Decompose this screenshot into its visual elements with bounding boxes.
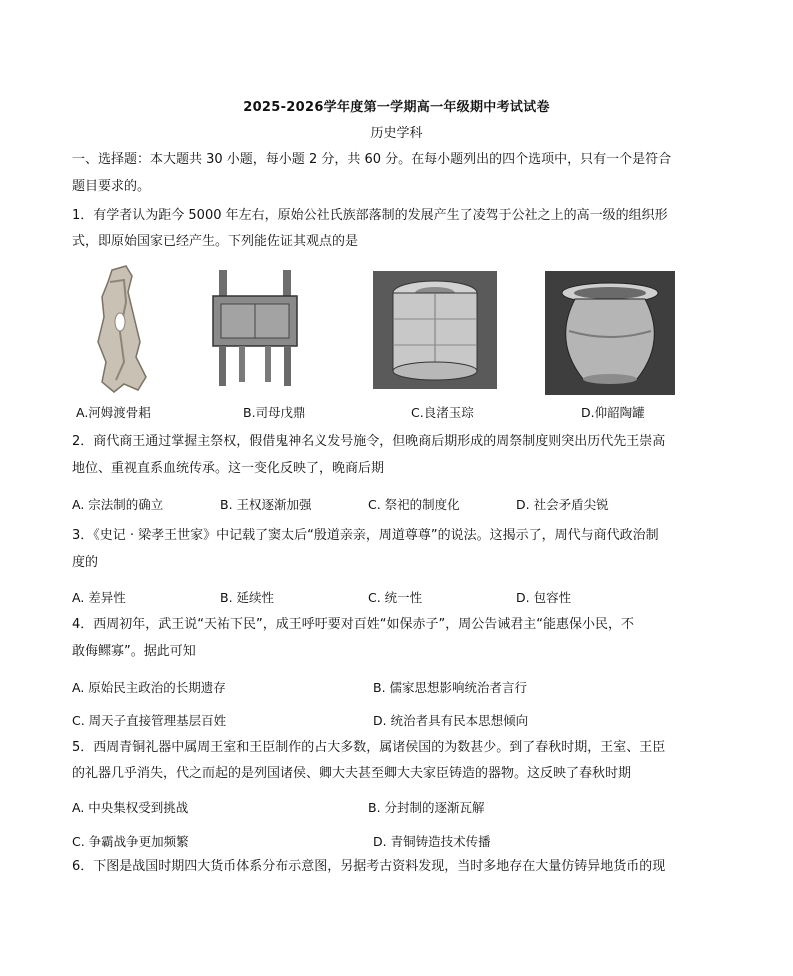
q2-option-a: A. 宗法制的确立 (72, 497, 164, 512)
q5-option-a: A. 中央集权受到挑战 (72, 800, 189, 815)
q2-stem-line1: 2．商代商王通过掌握主祭权，假借鬼神名义发号施令，但晚商后期形成的周祭制度则突出历代先王崇高 (72, 434, 666, 449)
q3-option-c: C. 统一性 (368, 590, 423, 605)
jade-cong-image (373, 271, 497, 389)
q3-option-b: B. 延续性 (220, 590, 275, 605)
q1-caption-b: B.司母戊鼎 (243, 405, 306, 420)
q4-option-d: D. 统治者具有民本思想倾向 (373, 713, 529, 728)
q5-option-c: C. 争霸战争更加频繁 (72, 834, 189, 849)
q4-stem-line1: 4．西周初年，武王说“天祐下民”，成王呼吁要对百姓“如保赤子”，周公告诫君主“能惠保小民，不 (72, 617, 634, 632)
q1-caption-d: D.仰韶陶罐 (581, 405, 645, 420)
q2-option-d: D. 社会矛盾尖锐 (516, 497, 609, 512)
q2-stem-line2: 地位、重视直系血统传承。这一变化反映了，晚商后期 (72, 461, 385, 476)
q3-stem-line2: 度的 (72, 555, 99, 570)
q3-stem-line1: 3．《史记 · 梁孝王世家》中记载了窦太后“殷道亲亲，周道尊尊”的说法。这揭示了，周代与商代政治制 (72, 528, 659, 543)
q2-option-b: B. 王权逐渐加强 (220, 497, 312, 512)
q1-stem-line1: 1．有学者认为距今 5000 年左右，原始公社氏族部落制的发展产生了凌驾于公社之上的高一级的组织形 (72, 208, 668, 223)
section-instructions-line2: 题目要求的。 (72, 179, 151, 194)
q4-option-b: B. 儒家思想影响统治者言行 (373, 680, 528, 695)
q4-stem-line2: 敢侮鳏寡”。据此可知 (72, 644, 196, 659)
q2-option-c: C. 祭祀的制度化 (368, 497, 460, 512)
q1-caption-c: C.良渚玉琮 (411, 405, 474, 420)
q4-option-c: C. 周天子直接管理基层百姓 (72, 713, 227, 728)
q5-option-b: B. 分封制的逐渐瓦解 (368, 800, 485, 815)
q3-option-a: A. 差异性 (72, 590, 126, 605)
exam-title: 2025-2026学年度第一学期高一年级期中考试试卷 (243, 100, 550, 115)
bronze-ding-image (205, 266, 305, 391)
q5-stem-line2: 的礼器几乎消失，代之而起的是列国诸侯、卿大夫甚至卿大夫家臣铸造的器物。这反映了春秋时期 (72, 766, 632, 781)
pottery-jar-image (545, 271, 675, 395)
q4-option-a: A. 原始民主政治的长期遗存 (72, 680, 226, 695)
q5-stem-line1: 5．西周青铜礼器中属周王室和王臣制作的占大多数，属诸侯国的为数甚少。到了春秋时期，王室、王臣 (72, 740, 666, 755)
q3-option-d: D. 包容性 (516, 590, 572, 605)
q6-stem-line1: 6．下图是战国时期四大货币体系分布示意图，另据考古资料发现，当时多地存在大量仿铸异地货币的现 (72, 859, 666, 874)
q1-caption-a: A.河姆渡骨耜 (76, 405, 151, 420)
bone-spade-image (84, 262, 154, 397)
section-instructions-line1: 一、选择题：本大题共 30 小题，每小题 2 分，共 60 分。在每小题列出的四个选项中，只有一个是符合 (72, 152, 672, 167)
exam-subject: 历史学科 (370, 126, 423, 141)
q5-option-d: D. 青铜铸造技术传播 (373, 834, 491, 849)
q1-stem-line2: 式，即原始国家已经产生。下列能佐证其观点的是 (72, 234, 359, 249)
